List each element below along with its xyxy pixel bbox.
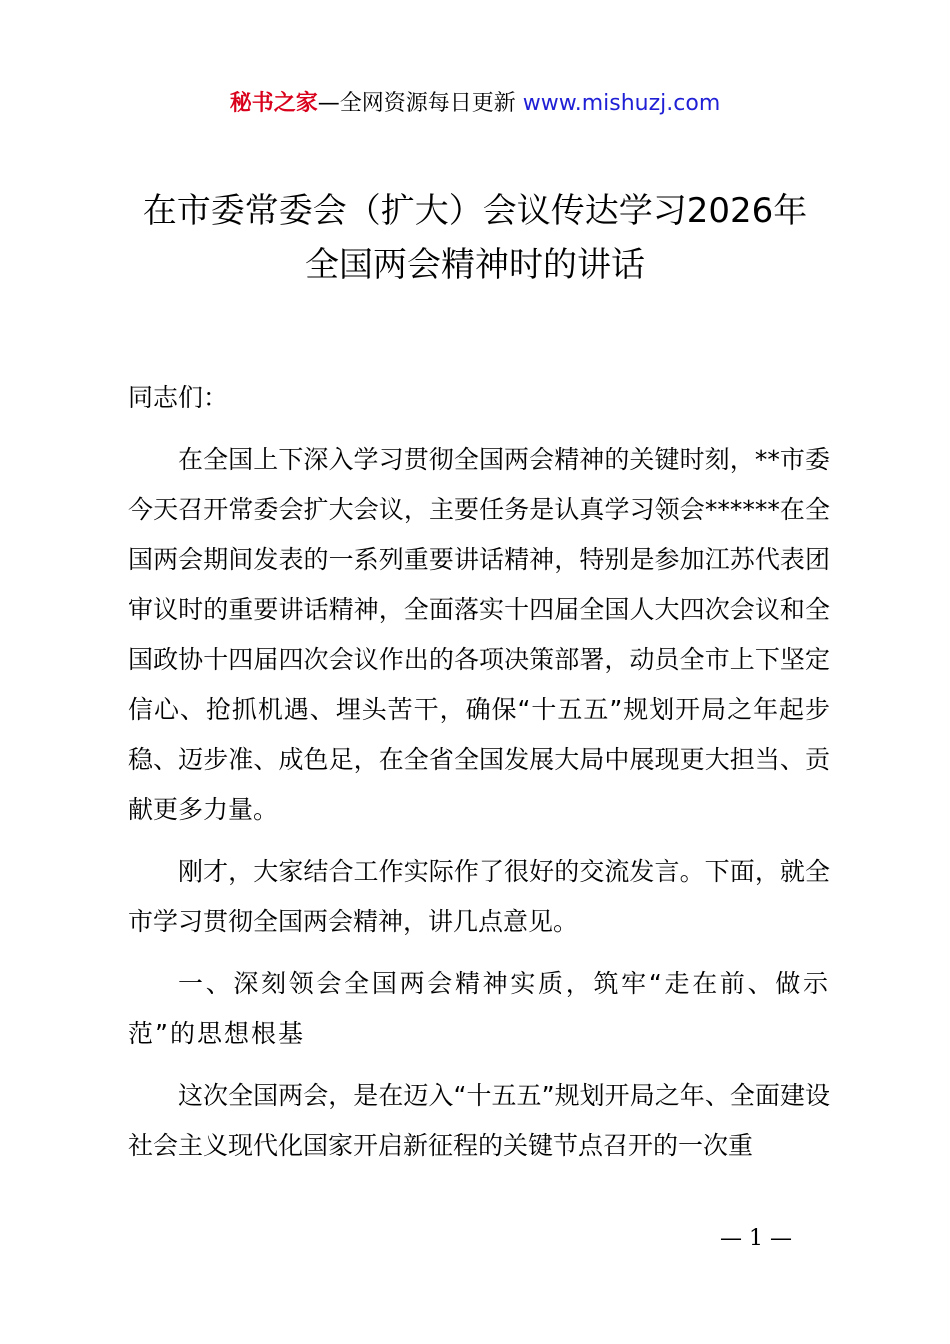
page-number: — 1 — bbox=[720, 1226, 792, 1251]
paragraph-2: 刚才，大家结合工作实际作了很好的交流发言。下面，就全市学习贯彻全国两会精神，讲几点意见。 bbox=[128, 857, 830, 936]
section-heading-1: 一、深刻领会全国两会精神实质，筑牢“走在前、做示范”的思想根基 bbox=[128, 969, 830, 1048]
site-url-link[interactable]: www.mishuzj.com bbox=[522, 91, 721, 116]
paragraph-3: 这次全国两会，是在迈入“十五五”规划开局之年、全面建设社会主义现代化国家开启新征程的关键节点召开的一次重 bbox=[128, 1081, 830, 1160]
document-title bbox=[0, 184, 950, 292]
header-tagline: —全网资源每日更新 bbox=[317, 91, 523, 116]
document-body bbox=[128, 373, 830, 1171]
title-line-2: 全国两会精神时的讲话 bbox=[305, 245, 645, 285]
paragraph-1: 在全国上下深入学习贯彻全国两会精神的关键时刻，**市委今天召开常委会扩大会议，主要任务是认真学习领会******在全国两会期间发表的一系列重要讲话精神，特别是参加江苏代表团审议时的重要讲话精神，全面落实十四届全国人大四次会议和全国政协十四届四次会议作出的各项决策部署，动员全市上下坚定信心、抢抓机遇、埋头苦干，确保“十五五”规划开局之年起步稳、迈步准、成色足，在全省全国发展大局中展现更大担当、贡献更多力量。 bbox=[128, 445, 830, 824]
salutation: 同志们： bbox=[128, 383, 229, 412]
title-line-1: 在市委常委会（扩大）会议传达学习2026年 bbox=[142, 191, 808, 231]
site-header bbox=[0, 88, 950, 120]
brand-name: 秘书之家 bbox=[229, 91, 318, 116]
